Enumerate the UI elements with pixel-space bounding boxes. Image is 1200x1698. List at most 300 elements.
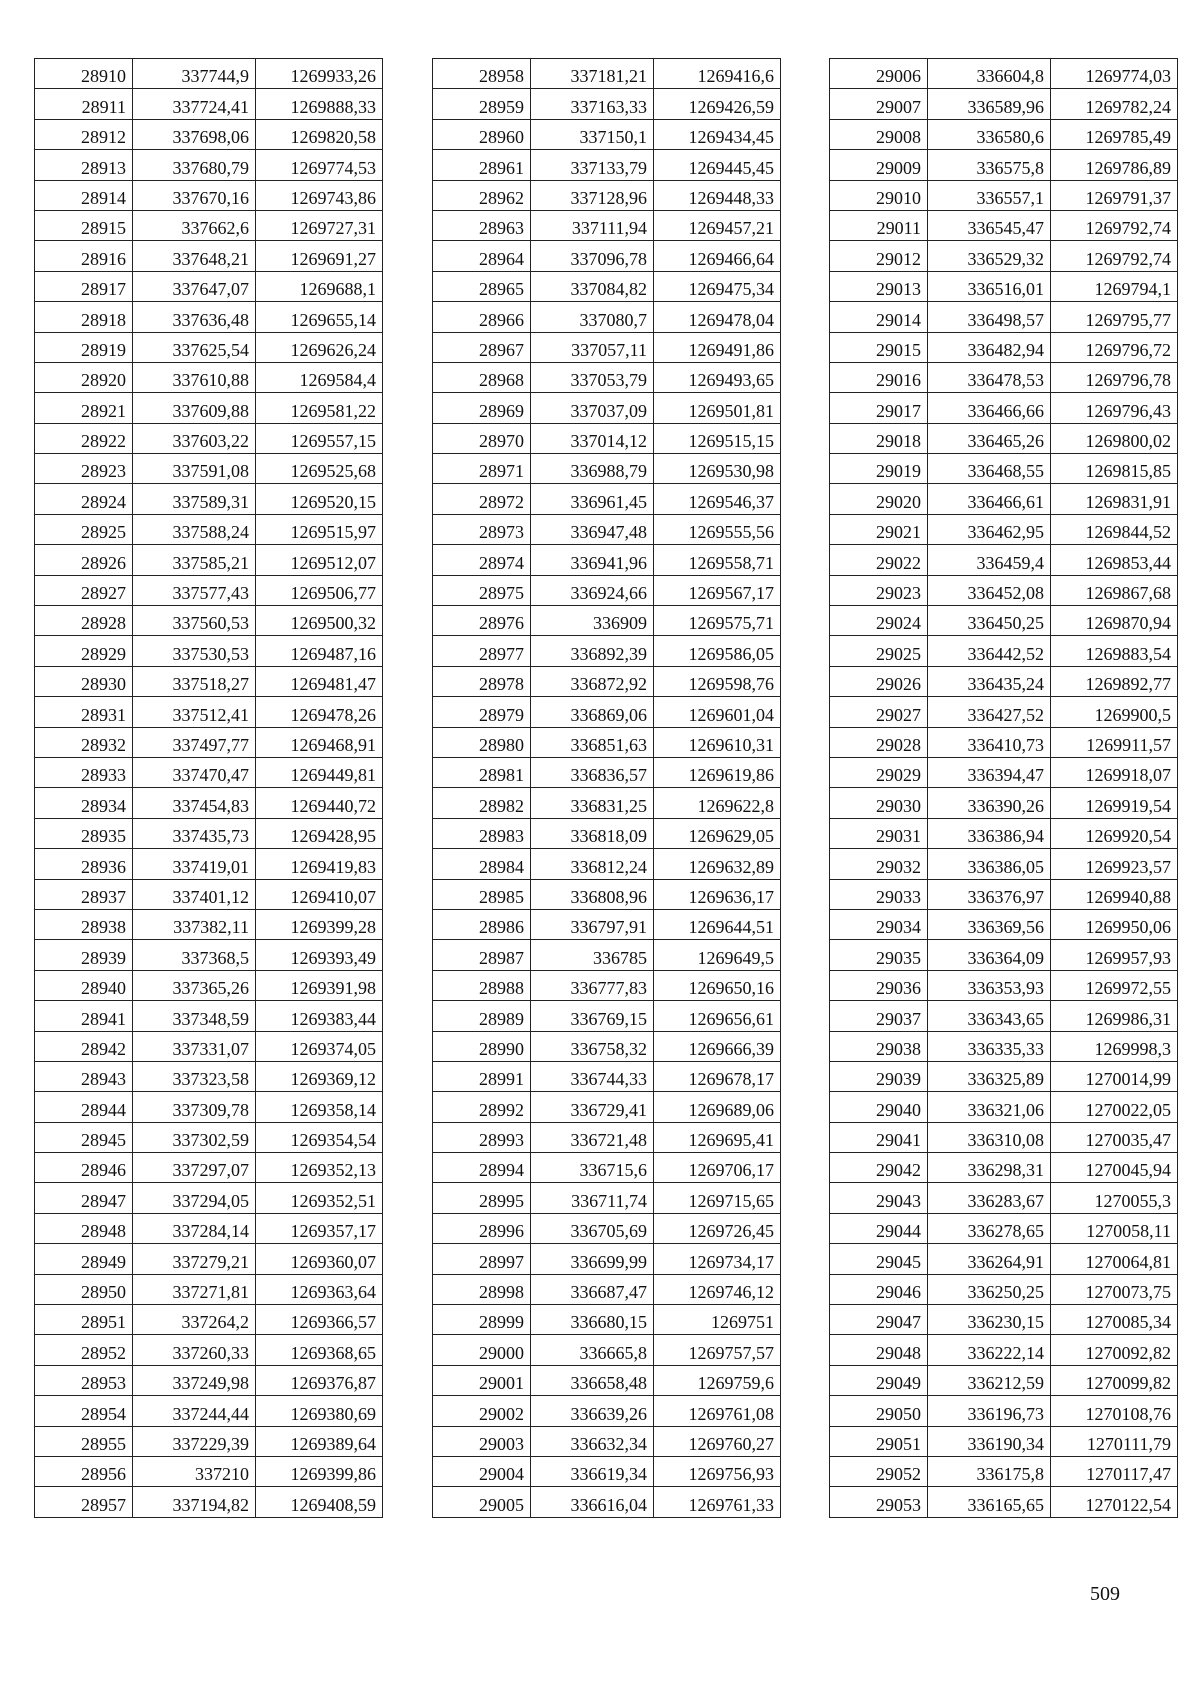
table-row [433,1396,781,1426]
table-row [35,180,383,210]
point-number-cell: 29043 [830,1183,928,1213]
table-row [830,150,1178,180]
x-coordinate-cell: 336369,56 [928,909,1051,939]
x-coordinate-cell: 336498,57 [928,302,1051,332]
y-coordinate-cell: 1269695,41 [654,1122,781,1152]
y-coordinate-cell: 1269626,24 [256,332,383,362]
point-number-cell: 29053 [830,1487,928,1517]
x-coordinate-cell: 336230,15 [928,1305,1051,1335]
table-row [830,454,1178,484]
x-coordinate-cell: 336212,59 [928,1365,1051,1395]
table-row [830,59,1178,89]
point-number-cell: 28978 [433,666,531,696]
y-coordinate-cell: 1269691,27 [256,241,383,271]
x-coordinate-cell: 337454,83 [133,788,256,818]
table-row [433,271,781,301]
table-row [35,484,383,514]
table-row [35,788,383,818]
coordinate-table-1 [34,58,383,1518]
point-number-cell: 29020 [830,484,928,514]
point-number-cell: 28958 [433,59,531,89]
y-coordinate-cell: 1269448,33 [654,180,781,210]
x-coordinate-cell: 337244,44 [133,1396,256,1426]
y-coordinate-cell: 1269475,34 [654,271,781,301]
table-row [830,636,1178,666]
point-number-cell: 28917 [35,271,133,301]
table-row [830,302,1178,332]
x-coordinate-cell: 336427,52 [928,697,1051,727]
y-coordinate-cell: 1269457,21 [654,210,781,240]
y-coordinate-cell: 1270122,54 [1051,1487,1178,1517]
point-number-cell: 29049 [830,1365,928,1395]
y-coordinate-cell: 1269757,57 [654,1335,781,1365]
table-row [433,332,781,362]
table-row [35,423,383,453]
y-coordinate-cell: 1269619,86 [654,757,781,787]
table-row [433,666,781,696]
point-number-cell: 28940 [35,970,133,1000]
point-number-cell: 28916 [35,241,133,271]
point-number-cell: 28994 [433,1153,531,1183]
x-coordinate-cell: 336892,39 [531,636,654,666]
x-coordinate-cell: 336687,47 [531,1274,654,1304]
y-coordinate-cell: 1269786,89 [1051,150,1178,180]
point-number-cell: 28931 [35,697,133,727]
table-row [433,362,781,392]
point-number-cell: 29050 [830,1396,928,1426]
y-coordinate-cell: 1269357,17 [256,1213,383,1243]
point-number-cell: 28979 [433,697,531,727]
y-coordinate-cell: 1269933,26 [256,59,383,89]
x-coordinate-cell: 337037,09 [531,393,654,423]
table-row [830,1487,1178,1517]
table-row [35,666,383,696]
y-coordinate-cell: 1269376,87 [256,1365,383,1395]
point-number-cell: 28945 [35,1122,133,1152]
point-number-cell: 28988 [433,970,531,1000]
x-coordinate-cell: 336769,15 [531,1001,654,1031]
x-coordinate-cell: 337309,78 [133,1092,256,1122]
table-row [433,697,781,727]
x-coordinate-cell: 336435,24 [928,666,1051,696]
y-coordinate-cell: 1269883,54 [1051,636,1178,666]
x-coordinate-cell: 336818,09 [531,818,654,848]
x-coordinate-cell: 337609,88 [133,393,256,423]
point-number-cell: 28953 [35,1365,133,1395]
point-number-cell: 28910 [35,59,133,89]
point-number-cell: 28936 [35,849,133,879]
table-row [433,119,781,149]
y-coordinate-cell: 1269785,49 [1051,119,1178,149]
table-row [433,727,781,757]
point-number-cell: 28983 [433,818,531,848]
y-coordinate-cell: 1269892,77 [1051,666,1178,696]
point-number-cell: 28986 [433,909,531,939]
point-number-cell: 29030 [830,788,928,818]
table-row [433,940,781,970]
y-coordinate-cell: 1269391,98 [256,970,383,1000]
y-coordinate-cell: 1269972,55 [1051,970,1178,1000]
y-coordinate-cell: 1269795,77 [1051,302,1178,332]
table-row [35,1061,383,1091]
y-coordinate-cell: 1269546,37 [654,484,781,514]
y-coordinate-cell: 1269408,59 [256,1487,383,1517]
point-number-cell: 28972 [433,484,531,514]
table-row [830,1335,1178,1365]
point-number-cell: 28993 [433,1122,531,1152]
y-coordinate-cell: 1269796,43 [1051,393,1178,423]
point-number-cell: 29016 [830,362,928,392]
table-row [830,940,1178,970]
x-coordinate-cell: 336283,67 [928,1183,1051,1213]
y-coordinate-cell: 1269853,44 [1051,545,1178,575]
y-coordinate-cell: 1270014,99 [1051,1061,1178,1091]
point-number-cell: 29018 [830,423,928,453]
point-number-cell: 28995 [433,1183,531,1213]
table-row [830,210,1178,240]
y-coordinate-cell: 1269831,91 [1051,484,1178,514]
y-coordinate-cell: 1269598,76 [654,666,781,696]
y-coordinate-cell: 1269644,51 [654,909,781,939]
y-coordinate-cell: 1269493,65 [654,362,781,392]
table-row [35,757,383,787]
x-coordinate-cell: 336947,48 [531,514,654,544]
y-coordinate-cell: 1270064,81 [1051,1244,1178,1274]
y-coordinate-cell: 1270022,05 [1051,1092,1178,1122]
point-number-cell: 29022 [830,545,928,575]
table-row [830,1426,1178,1456]
table-row [35,119,383,149]
table-row [433,1092,781,1122]
x-coordinate-cell: 337128,96 [531,180,654,210]
point-number-cell: 29031 [830,818,928,848]
table-row [35,332,383,362]
point-number-cell: 29052 [830,1456,928,1486]
point-number-cell: 28919 [35,332,133,362]
table-row [35,1122,383,1152]
point-number-cell: 28989 [433,1001,531,1031]
y-coordinate-cell: 1269567,17 [654,575,781,605]
x-coordinate-cell: 336924,66 [531,575,654,605]
y-coordinate-cell: 1269434,45 [654,119,781,149]
y-coordinate-cell: 1269491,86 [654,332,781,362]
point-number-cell: 28981 [433,757,531,787]
point-number-cell: 28948 [35,1213,133,1243]
point-number-cell: 28992 [433,1092,531,1122]
table-row [35,1183,383,1213]
y-coordinate-cell: 1269715,65 [654,1183,781,1213]
x-coordinate-cell: 336557,1 [928,180,1051,210]
x-coordinate-cell: 336459,4 [928,545,1051,575]
table-row [830,1031,1178,1061]
table-row [433,393,781,423]
table-row [433,1456,781,1486]
point-number-cell: 28997 [433,1244,531,1274]
y-coordinate-cell: 1269354,54 [256,1122,383,1152]
point-number-cell: 28934 [35,788,133,818]
point-number-cell: 28939 [35,940,133,970]
y-coordinate-cell: 1269923,57 [1051,849,1178,879]
y-coordinate-cell: 1269796,72 [1051,332,1178,362]
table-row [830,545,1178,575]
table-row [35,302,383,332]
point-number-cell: 29019 [830,454,928,484]
table-row [830,423,1178,453]
x-coordinate-cell: 337331,07 [133,1031,256,1061]
y-coordinate-cell: 1269796,78 [1051,362,1178,392]
table-row [830,1213,1178,1243]
point-number-cell: 29013 [830,271,928,301]
point-number-cell: 28973 [433,514,531,544]
y-coordinate-cell: 1269575,71 [654,606,781,636]
point-number-cell: 28976 [433,606,531,636]
x-coordinate-cell: 336394,47 [928,757,1051,787]
y-coordinate-cell: 1269918,07 [1051,757,1178,787]
y-coordinate-cell: 1270058,11 [1051,1213,1178,1243]
y-coordinate-cell: 1269919,54 [1051,788,1178,818]
point-number-cell: 28947 [35,1183,133,1213]
x-coordinate-cell: 336658,48 [531,1365,654,1395]
table-row [433,454,781,484]
table-row [433,788,781,818]
point-number-cell: 28937 [35,879,133,909]
y-coordinate-cell: 1269820,58 [256,119,383,149]
table-row [35,575,383,605]
table-row [433,210,781,240]
table-row [35,727,383,757]
point-number-cell: 28966 [433,302,531,332]
y-coordinate-cell: 1269756,93 [654,1456,781,1486]
point-number-cell: 29045 [830,1244,928,1274]
y-coordinate-cell: 1269900,5 [1051,697,1178,727]
x-coordinate-cell: 337662,6 [133,210,256,240]
y-coordinate-cell: 1269870,94 [1051,606,1178,636]
table-row [35,1456,383,1486]
table-row [433,1122,781,1152]
table-row [433,970,781,1000]
y-coordinate-cell: 1269383,44 [256,1001,383,1031]
table-row [830,271,1178,301]
x-coordinate-cell: 336758,32 [531,1031,654,1061]
x-coordinate-cell: 337591,08 [133,454,256,484]
x-coordinate-cell: 337264,2 [133,1305,256,1335]
point-number-cell: 29009 [830,150,928,180]
point-number-cell: 28911 [35,89,133,119]
x-coordinate-cell: 336808,96 [531,879,654,909]
table-row [35,940,383,970]
y-coordinate-cell: 1269888,33 [256,89,383,119]
x-coordinate-cell: 337577,43 [133,575,256,605]
x-coordinate-cell: 336466,61 [928,484,1051,514]
y-coordinate-cell: 1269815,85 [1051,454,1178,484]
x-coordinate-cell: 336831,25 [531,788,654,818]
table-row [830,393,1178,423]
x-coordinate-cell: 336442,52 [928,636,1051,666]
table-row [830,575,1178,605]
x-coordinate-cell: 336575,8 [928,150,1051,180]
y-coordinate-cell: 1269678,17 [654,1061,781,1091]
coordinate-table-3 [829,58,1178,1518]
table-row [35,241,383,271]
point-number-cell: 28967 [433,332,531,362]
point-number-cell: 29014 [830,302,928,332]
x-coordinate-cell: 337724,41 [133,89,256,119]
y-coordinate-cell: 1269727,31 [256,210,383,240]
x-coordinate-cell: 336851,63 [531,727,654,757]
x-coordinate-cell: 337419,01 [133,849,256,879]
point-number-cell: 28975 [433,575,531,605]
y-coordinate-cell: 1269506,77 [256,575,383,605]
y-coordinate-cell: 1269636,17 [654,879,781,909]
y-coordinate-cell: 1269389,64 [256,1426,383,1456]
table-row [35,1031,383,1061]
y-coordinate-cell: 1269746,12 [654,1274,781,1304]
point-number-cell: 29028 [830,727,928,757]
y-coordinate-cell: 1269782,24 [1051,89,1178,119]
y-coordinate-cell: 1269689,06 [654,1092,781,1122]
point-number-cell: 29041 [830,1122,928,1152]
y-coordinate-cell: 1269706,17 [654,1153,781,1183]
x-coordinate-cell: 337210 [133,1456,256,1486]
x-coordinate-cell: 337294,05 [133,1183,256,1213]
y-coordinate-cell: 1269800,02 [1051,423,1178,453]
x-coordinate-cell: 337588,24 [133,514,256,544]
point-number-cell: 28946 [35,1153,133,1183]
x-coordinate-cell: 336604,8 [928,59,1051,89]
y-coordinate-cell: 1269761,33 [654,1487,781,1517]
y-coordinate-cell: 1269501,81 [654,393,781,423]
table-row [35,271,383,301]
y-coordinate-cell: 1269586,05 [654,636,781,666]
point-number-cell: 29002 [433,1396,531,1426]
x-coordinate-cell: 336310,08 [928,1122,1051,1152]
point-number-cell: 28960 [433,119,531,149]
x-coordinate-cell: 336941,96 [531,545,654,575]
y-coordinate-cell: 1269468,91 [256,727,383,757]
y-coordinate-cell: 1269352,13 [256,1153,383,1183]
table-row [830,757,1178,787]
table-row [433,545,781,575]
y-coordinate-cell: 1269655,14 [256,302,383,332]
point-number-cell: 28914 [35,180,133,210]
point-number-cell: 29021 [830,514,928,544]
table-row [830,484,1178,514]
table-row [830,514,1178,544]
y-coordinate-cell: 1269374,05 [256,1031,383,1061]
point-number-cell: 28971 [433,454,531,484]
x-coordinate-cell: 336869,06 [531,697,654,727]
coordinate-table-2 [432,58,781,1518]
table-row [433,1183,781,1213]
point-number-cell: 28926 [35,545,133,575]
table-row [433,150,781,180]
x-coordinate-cell: 337497,77 [133,727,256,757]
x-coordinate-cell: 337589,31 [133,484,256,514]
table-row [35,89,383,119]
x-coordinate-cell: 337080,7 [531,302,654,332]
table-row [830,697,1178,727]
table-row [830,606,1178,636]
x-coordinate-cell: 336632,34 [531,1426,654,1456]
x-coordinate-cell: 337647,07 [133,271,256,301]
y-coordinate-cell: 1270085,34 [1051,1305,1178,1335]
point-number-cell: 28950 [35,1274,133,1304]
y-coordinate-cell: 1269520,15 [256,484,383,514]
x-coordinate-cell: 337530,53 [133,636,256,666]
point-number-cell: 29011 [830,210,928,240]
table-row [830,332,1178,362]
table-row [35,1001,383,1031]
table-row [433,514,781,544]
point-number-cell: 29003 [433,1426,531,1456]
table-row [433,59,781,89]
point-number-cell: 28970 [433,423,531,453]
table-row [433,1365,781,1395]
point-number-cell: 28982 [433,788,531,818]
point-number-cell: 28922 [35,423,133,453]
table-row [433,1031,781,1061]
table-row [35,1153,383,1183]
x-coordinate-cell: 337014,12 [531,423,654,453]
table-row [830,970,1178,1000]
y-coordinate-cell: 1269419,83 [256,849,383,879]
y-coordinate-cell: 1269761,08 [654,1396,781,1426]
table-row [830,362,1178,392]
table-row [433,1487,781,1517]
point-number-cell: 29029 [830,757,928,787]
y-coordinate-cell: 1269500,32 [256,606,383,636]
y-coordinate-cell: 1269369,12 [256,1061,383,1091]
y-coordinate-cell: 1270055,3 [1051,1183,1178,1213]
point-number-cell: 29048 [830,1335,928,1365]
y-coordinate-cell: 1269791,37 [1051,180,1178,210]
y-coordinate-cell: 1269525,68 [256,454,383,484]
point-number-cell: 29035 [830,940,928,970]
y-coordinate-cell: 1269440,72 [256,788,383,818]
y-coordinate-cell: 1269487,16 [256,636,383,666]
table-row [35,970,383,1000]
table-row [830,879,1178,909]
x-coordinate-cell: 337512,41 [133,697,256,727]
x-coordinate-cell: 337323,58 [133,1061,256,1091]
x-coordinate-cell: 336589,96 [928,89,1051,119]
x-coordinate-cell: 336699,99 [531,1244,654,1274]
y-coordinate-cell: 1269792,74 [1051,241,1178,271]
y-coordinate-cell: 1269363,64 [256,1274,383,1304]
point-number-cell: 28961 [433,150,531,180]
table-row [433,909,781,939]
table-row [830,788,1178,818]
point-number-cell: 28942 [35,1031,133,1061]
point-number-cell: 28987 [433,940,531,970]
table-row [830,1274,1178,1304]
table-row [35,1274,383,1304]
x-coordinate-cell: 336353,93 [928,970,1051,1000]
point-number-cell: 29006 [830,59,928,89]
y-coordinate-cell: 1269368,65 [256,1335,383,1365]
point-number-cell: 28923 [35,454,133,484]
table-row [830,1061,1178,1091]
y-coordinate-cell: 1269466,64 [654,241,781,271]
point-number-cell: 29017 [830,393,928,423]
x-coordinate-cell: 337194,82 [133,1487,256,1517]
table-row [433,89,781,119]
y-coordinate-cell: 1269352,51 [256,1183,383,1213]
point-number-cell: 28921 [35,393,133,423]
point-number-cell: 29046 [830,1274,928,1304]
table-row [433,1153,781,1183]
x-coordinate-cell: 336680,15 [531,1305,654,1335]
